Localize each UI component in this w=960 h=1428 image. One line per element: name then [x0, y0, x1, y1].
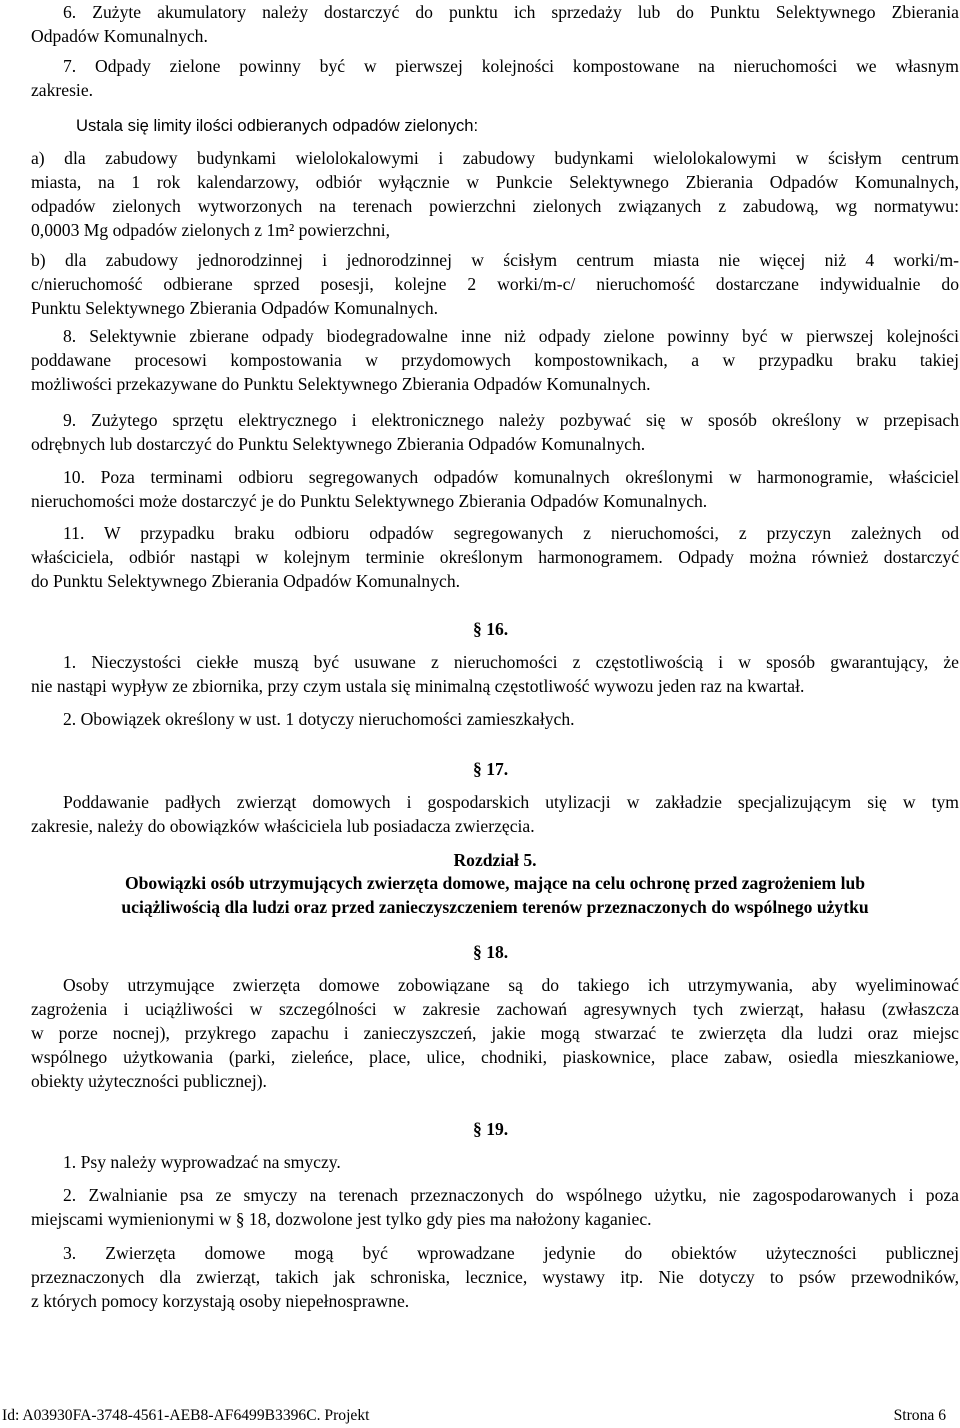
- limit-b-line-3: Punktu Selektywnego Zbierania Odpadów Komunalnych.: [31, 298, 439, 318]
- section-19-item-3-line-2: przeznaczonych dla zwierząt, takich jak schroniska, lecznice, wystawy itp. Nie dotyczy to psów przewodników,: [31, 1267, 959, 1287]
- section-18-text: [31, 973, 959, 1093]
- section-16-item-1-line-1: 1. Nieczystości ciekłe muszą być usuwane z nieruchomości z częstotliwością i w sposób gwarantujący, że: [63, 652, 959, 672]
- footer-page-number: Strona 6: [893, 1407, 946, 1424]
- section-16-item-1: [31, 650, 959, 698]
- item-11-line-1: 11. W przypadku braku odbioru odpadów segregowanych z nieruchomości, z przyczyn zależnych od: [63, 523, 959, 543]
- section-16-heading: § 16.: [473, 619, 509, 639]
- item-10-line-2: nieruchomości może dostarczyć je do Punktu Selektywnego Zbierania Odpadów Komunalnych.: [31, 491, 708, 511]
- item-8-line-2: poddawane procesowi kompostowania w przydomowych kompostownikach, a w przypadku braku takiej: [31, 350, 959, 370]
- limit-a-line-1: a) dla zabudowy budynkami wielolokalowymi i zabudowy budynkami wielolokalowymi w ścisłym centrum: [31, 148, 959, 168]
- document-page: [31, 0, 959, 1428]
- item-6-line-1: 6. Zużyte akumulatory należy dostarczyć do punktu ich sprzedaży lub do Punktu Selektywnego Zbierania: [63, 2, 959, 22]
- section-18-line-2: zagrożenia i uciążliwości w szczególności w zakresie zachowań agresywnych tych zwierząt, hałasu (zwłaszcza: [31, 999, 959, 1019]
- section-19-item-2-line-1: 2. Zwalnianie psa ze smyczy na terenach przeznaczonych do wspólnego użytku, nie zagospodarowanych i poza: [63, 1185, 959, 1205]
- chapter-title-line-1: Obowiązki osób utrzymujących zwierzęta domowe, mające na celu ochronę przed zagrożeniem lub: [124, 873, 866, 893]
- section-19-item-3-line-1: 3. Zwierzęta domowe mogą być wprowadzane jedynie do obiektów użyteczności publicznej: [63, 1243, 959, 1263]
- section-19-item-2: [31, 1183, 959, 1231]
- item-11-line-2: właściciela, odbiór nastąpi w kolejnym terminie określonym harmonogramem. Odpady można również dostarczyć: [31, 547, 959, 567]
- section-17-text: [31, 790, 959, 838]
- limit-a: [31, 146, 959, 242]
- section-17-heading: § 17.: [473, 759, 509, 779]
- limit-b-line-2: c/nieruchomość odbierane sprzed posesji, kolejne 2 worki/m-c/ nieruchomość dostarczane indywidualnie do: [31, 274, 959, 294]
- item-7: [31, 54, 959, 102]
- item-9-line-1: 9. Zużytego sprzętu elektrycznego i elektronicznego należy pozbywać się w sposób określony w przepisach: [63, 410, 959, 430]
- limit-a-line-2: miasta, na 1 rok kalendarzowy, odbiór wyłącznie w Punkcie Selektywnego Zbierania Odpadów Komunalnych,: [31, 172, 959, 192]
- limit-a-line-4: 0,0003 Mg odpadów zielonych z 1m² powierzchni,: [31, 220, 391, 240]
- item-7-line-1: 7. Odpady zielone powinny być w pierwszej kolejności kompostowane na nieruchomości we własnym: [63, 56, 959, 76]
- item-10-line-1: 10. Poza terminami odbioru segregowanych odpadów komunalnych określonymi w harmonogramie, właściciel: [63, 467, 959, 487]
- section-18-line-1: Osoby utrzymujące zwierzęta domowe zobowiązane są do takiego ich utrzymywania, aby wyeliminować: [63, 975, 959, 995]
- item-8-line-3: możliwości przekazywane do Punktu Selektywnego Zbierania Odpadów Komunalnych.: [31, 374, 651, 394]
- item-6: [31, 0, 959, 48]
- limits-intro: Ustala się limity ilości odbieranych odpadów zielonych:: [76, 116, 479, 135]
- item-9: [31, 408, 959, 456]
- section-19-item-1: 1. Psy należy wyprowadzać na smyczy.: [63, 1152, 341, 1172]
- item-8: [31, 324, 959, 396]
- item-6-line-2: Odpadów Komunalnych.: [31, 26, 208, 46]
- item-10: [31, 465, 959, 513]
- section-19-heading: § 19.: [473, 1119, 509, 1139]
- footer-document-id: Id: A03930FA-3748-4561-AEB8-AF6499B3396C. Projekt: [2, 1407, 370, 1424]
- limit-a-line-3: odpadów zielonych wytworzonych na terenach powierzchni zielonych związanych z zabudową, wg normatywu:: [31, 196, 959, 216]
- section-16-item-1-line-2: nie nastąpi wypływ ze zbiornika, przy czym ustala się minimalną częstotliwość wywozu jeden raz na kwartał.: [31, 676, 805, 696]
- item-9-line-2: odrębnych lub dostarczyć do Punktu Selektywnego Zbierania Odpadów Komunalnych.: [31, 434, 646, 454]
- section-19-item-3: [31, 1241, 959, 1313]
- section-18-heading: § 18.: [473, 942, 509, 962]
- item-8-line-1: 8. Selektywnie zbierane odpady biodegradowalne inne niż odpady zielone powinny być w pierwszej kolejności: [63, 326, 959, 346]
- limit-b: [31, 248, 959, 320]
- section-18-line-5: obiekty użyteczności publicznej).: [31, 1071, 267, 1091]
- section-18-line-4: wspólnego użytkowania (parki, zieleńce, place, ulice, chodniki, piaskownice, place zabaw, osiedla mieszkaniowe,: [31, 1047, 959, 1067]
- section-18-line-3: w porze nocnej), przykrego zapachu i zanieczyszczeń, jakie mogą stwarzać te zwierzęta dla ludzi oraz miejsc: [31, 1023, 959, 1043]
- section-19-item-3-line-3: z których pomocy korzystają osoby niepełnosprawne.: [31, 1291, 410, 1311]
- limit-b-line-1: b) dla zabudowy jednorodzinnej i jednorodzinnej w ścisłym centrum miasta nie więcej niż 4 worki/m-: [31, 250, 959, 270]
- section-17-line-1: Poddawanie padłych zwierząt domowych i gospodarskich utylizacji w zakładzie specjalizującym się w tym: [63, 792, 959, 812]
- item-11: [31, 521, 959, 593]
- chapter-number: Rozdział 5.: [453, 850, 537, 870]
- item-7-line-2: zakresie.: [31, 80, 94, 100]
- section-16-item-2: 2. Obowiązek określony w ust. 1 dotyczy nieruchomości zamieszkałych.: [63, 709, 575, 729]
- section-17-line-2: zakresie, należy do obowiązków właściciela lub posiadacza zwierzęcia.: [31, 816, 535, 836]
- item-11-line-3: do Punktu Selektywnego Zbierania Odpadów Komunalnych.: [31, 571, 461, 591]
- chapter-title-line-2: uciążliwością dla ludzi oraz przed zanieczyszczeniem terenów przeznaczonych do wspólnego użytku: [121, 897, 869, 917]
- chapter-title: [31, 871, 959, 919]
- section-19-item-2-line-2: miejscami wymienionymi w § 18, dozwolone jest tylko gdy pies ma nałożony kaganiec.: [31, 1209, 652, 1229]
